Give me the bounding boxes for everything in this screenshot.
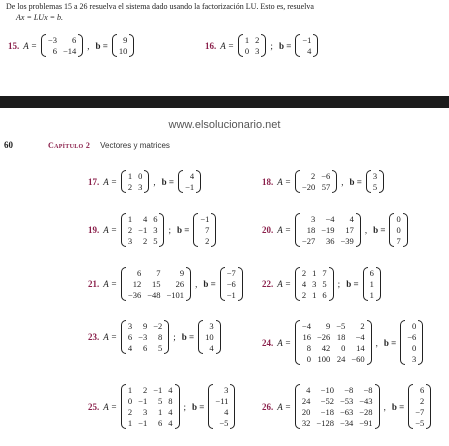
matrix-entry: 2 — [301, 290, 307, 300]
matrix-entry: −6 — [321, 171, 331, 181]
matrix-entry: −1 — [138, 418, 148, 428]
vector-entry: 5 — [372, 182, 378, 192]
problem-17 — [88, 170, 203, 193]
vector-b — [198, 320, 221, 354]
vector-b-label: b = — [346, 279, 359, 289]
matrix-a — [295, 213, 361, 247]
matrix-a — [121, 267, 191, 301]
matrix-entry: 18 — [336, 332, 346, 342]
vector-entry: 7 — [396, 236, 401, 246]
matrix-entry: −60 — [351, 354, 365, 364]
matrix-entry: 0 — [341, 343, 346, 353]
problem-16 — [205, 34, 320, 57]
separator: ; — [173, 332, 176, 342]
problem-18 — [262, 170, 386, 193]
matrix-entry: 1 — [244, 35, 250, 45]
matrix-a-label: A = — [220, 40, 234, 51]
matrix-a-entries — [300, 170, 332, 193]
right-bracket — [186, 267, 191, 301]
matrix-a-entries — [126, 213, 160, 247]
problem-26 — [262, 384, 433, 429]
vector-b-entries — [405, 320, 418, 365]
instructions-line-1: De los problemas 15 a 26 resuelva el sistema dado usando la factorización LU. Esto es, resuelva — [6, 2, 314, 11]
matrix-entry: −28 — [359, 407, 373, 417]
right-bracket — [403, 213, 408, 247]
matrix-entry: 3 — [153, 225, 158, 235]
separator: ; — [183, 401, 187, 412]
matrix-entry: 5 — [153, 236, 158, 246]
problem-23 — [88, 320, 223, 354]
vector-b-entries — [394, 213, 402, 247]
matrix-a — [121, 384, 180, 429]
vector-b — [208, 384, 235, 429]
matrix-entry: 5 — [158, 396, 163, 406]
page-divider-band — [0, 96, 449, 108]
matrix-entry: −43 — [359, 396, 373, 406]
vector-b-label: b = — [95, 40, 108, 51]
matrix-entry: 0 — [306, 354, 311, 364]
separator: , — [341, 176, 344, 187]
matrix-entry: −14 — [62, 46, 77, 56]
matrix-entry: −27 — [301, 236, 316, 246]
matrix-a-entries — [300, 267, 329, 301]
matrix-entry: 1 — [312, 290, 317, 300]
right-bracket — [426, 384, 431, 429]
matrix-entry: 17 — [345, 225, 354, 235]
matrix-a-entries — [300, 320, 367, 365]
vector-b — [178, 170, 201, 193]
problem-22 — [262, 267, 383, 301]
matrix-entry: 100 — [317, 354, 331, 364]
matrix-a-label: A = — [103, 401, 117, 412]
matrix-entry: 2 — [127, 225, 133, 235]
matrix-a-entries — [300, 213, 356, 247]
problem-15 — [8, 34, 136, 57]
matrix-a — [121, 170, 150, 193]
vector-entry: 3 — [412, 354, 417, 364]
matrix-entry: 4 — [301, 279, 307, 289]
vector-entry: −1 — [226, 290, 236, 300]
matrix-entry: 2 — [310, 171, 316, 181]
matrix-entry: 6 — [153, 214, 158, 224]
vector-entry: 3 — [372, 171, 378, 181]
problem-20 — [262, 213, 410, 247]
problem-21 — [88, 267, 245, 301]
matrix-entry: 9 — [179, 268, 185, 278]
matrix-entry: −36 — [127, 290, 142, 300]
matrix-entry: 1 — [127, 418, 133, 428]
matrix-a-label: A = — [277, 337, 291, 348]
chapter-title: Vectores y matrices — [100, 141, 170, 150]
matrix-entry: −20 — [301, 182, 316, 192]
matrix-a — [295, 384, 380, 429]
problem-number: 19. — [88, 225, 100, 235]
vector-b-label: b = — [373, 225, 386, 235]
problem-number: 20. — [262, 225, 274, 235]
matrix-entry: 16 — [302, 332, 311, 342]
matrix-entry: 2 — [127, 407, 133, 417]
problem-instructions — [6, 1, 436, 23]
matrix-entry: 4 — [306, 385, 311, 395]
matrix-a — [41, 34, 83, 57]
separator: ; — [168, 225, 171, 235]
vector-entry: −1 — [200, 214, 210, 224]
matrix-a-label: A = — [277, 176, 291, 187]
matrix-entry: −19 — [321, 225, 335, 235]
matrix-entry: 3 — [138, 182, 143, 192]
matrix-entry: 9 — [142, 321, 148, 331]
matrix-entry: 4 — [168, 407, 173, 417]
matrix-a-entries — [243, 34, 262, 57]
matrix-entry: 7 — [156, 268, 161, 278]
matrix-a-label: A = — [103, 332, 117, 342]
vector-entry: 3 — [224, 385, 229, 395]
right-bracket — [216, 320, 221, 354]
vector-b-label: b = — [349, 176, 362, 187]
right-bracket — [418, 320, 423, 365]
matrix-entry: 1 — [127, 214, 133, 224]
matrix-entry: 5 — [322, 279, 327, 289]
matrix-entry: 26 — [175, 279, 185, 289]
problem-number: 22. — [262, 279, 274, 289]
matrix-entry: 1 — [127, 171, 133, 181]
matrix-entry: 3 — [142, 407, 148, 417]
separator: ; — [270, 40, 273, 51]
vector-entry: −7 — [415, 407, 425, 417]
right-bracket — [367, 320, 372, 365]
vector-entry: 0 — [412, 321, 417, 331]
matrix-entry: −128 — [316, 418, 334, 428]
matrix-entry: −1 — [153, 385, 163, 395]
problem-number: 25. — [88, 401, 100, 412]
matrix-entry: 3 — [312, 279, 317, 289]
vector-b — [112, 34, 135, 57]
matrix-entry: 9 — [326, 321, 331, 331]
matrix-a-label: A = — [277, 225, 291, 235]
vector-entry: 2 — [420, 396, 425, 406]
matrix-entry: −39 — [340, 236, 354, 246]
problem-25 — [88, 384, 237, 429]
matrix-a — [121, 320, 169, 354]
problem-24 — [262, 320, 425, 365]
matrix-entry: 6 — [322, 290, 327, 300]
matrix-a — [295, 170, 337, 193]
chapter-header — [48, 141, 170, 150]
matrix-entry: −3 — [47, 35, 57, 45]
matrix-entry: 2 — [360, 321, 365, 331]
vector-entry: 10 — [205, 332, 214, 342]
matrix-entry: 3 — [255, 46, 260, 56]
matrix-entry: 2 — [301, 268, 307, 278]
matrix-entry: −91 — [359, 418, 373, 428]
vector-b-label: b = — [391, 401, 405, 412]
matrix-entry: −48 — [147, 290, 161, 300]
chapter-label: Capítulo 2 — [48, 141, 91, 150]
matrix-a — [121, 213, 165, 247]
problem-number: 23. — [88, 332, 100, 342]
vector-entry: 3 — [209, 321, 214, 331]
matrix-a-entries — [300, 384, 375, 429]
vector-entry: 4 — [189, 171, 195, 181]
matrix-entry: 4 — [127, 343, 133, 353]
vector-b-label: b = — [203, 279, 216, 289]
vector-entry: 0 — [412, 343, 417, 353]
problem-number: 15. — [8, 40, 20, 51]
right-bracket — [261, 34, 266, 57]
vector-b-entries — [371, 170, 379, 193]
separator: , — [383, 401, 386, 412]
matrix-entry: 6 — [52, 46, 57, 56]
right-bracket — [379, 170, 384, 193]
matrix-entry: 1 — [158, 407, 163, 417]
vector-b-entries — [368, 267, 376, 301]
vector-b — [408, 384, 431, 429]
matrix-entry: −3 — [138, 332, 148, 342]
matrix-entry: 6 — [127, 332, 133, 342]
vector-b — [366, 170, 384, 193]
matrix-a-label: A = — [103, 279, 117, 289]
separator: ; — [337, 279, 341, 289]
matrix-entry: −63 — [339, 407, 354, 417]
vector-b-entries — [198, 213, 211, 247]
problem-number: 16. — [205, 40, 217, 51]
matrix-a-entries — [46, 34, 78, 57]
vector-b — [220, 267, 243, 301]
separator: , — [375, 337, 378, 348]
right-bracket — [313, 34, 318, 57]
matrix-a — [295, 267, 334, 301]
matrix-a-entries — [126, 384, 175, 429]
matrix-entry: −2 — [153, 321, 163, 331]
vector-entry: 6 — [420, 385, 425, 395]
right-bracket — [78, 34, 83, 57]
matrix-a-label: A = — [103, 225, 117, 235]
vector-b — [295, 34, 318, 57]
vector-entry: −1 — [302, 35, 312, 45]
matrix-entry: 0 — [127, 396, 133, 406]
right-bracket — [164, 320, 169, 354]
matrix-entry: 20 — [301, 407, 311, 417]
vector-entry: 9 — [123, 35, 128, 45]
matrix-entry: −8 — [363, 385, 373, 395]
problem-number: 24. — [262, 337, 274, 348]
vector-entry: 10 — [118, 46, 128, 56]
vector-b-label: b = — [176, 225, 190, 235]
right-bracket — [144, 170, 149, 193]
matrix-entry: 6 — [158, 418, 163, 428]
vector-entry: 4 — [307, 46, 312, 56]
matrix-entry: −4 — [355, 332, 365, 342]
right-bracket — [129, 34, 134, 57]
vector-b-entries — [213, 384, 230, 429]
matrix-entry: 6 — [142, 343, 148, 353]
right-bracket — [332, 170, 337, 193]
matrix-entry: −4 — [325, 214, 335, 224]
separator: , — [364, 225, 368, 235]
right-bracket — [159, 213, 164, 247]
matrix-a-entries — [126, 320, 164, 354]
matrix-entry: 42 — [321, 343, 331, 353]
matrix-entry: 0 — [138, 171, 143, 181]
vector-b-label: b = — [383, 337, 397, 348]
vector-b — [363, 267, 381, 301]
problem-19 — [88, 213, 218, 247]
vector-b-entries — [117, 34, 130, 57]
matrix-entry: −101 — [166, 290, 185, 300]
matrix-entry: 3 — [310, 214, 316, 224]
matrix-entry: −34 — [339, 418, 354, 428]
matrix-entry: 2 — [142, 236, 148, 246]
separator: , — [87, 40, 90, 51]
vector-b — [400, 320, 423, 365]
matrix-entry: −26 — [316, 332, 331, 342]
matrix-entry: 32 — [301, 418, 311, 428]
vector-entry: −5 — [219, 418, 229, 428]
vector-entry: 6 — [369, 268, 374, 278]
watermark: www.elsolucionario.net — [168, 119, 281, 131]
right-bracket — [211, 213, 216, 247]
matrix-entry: 8 — [306, 343, 311, 353]
separator: , — [195, 279, 198, 289]
matrix-entry: 24 — [301, 396, 311, 406]
vector-b-entries — [413, 384, 426, 429]
vector-b-entries — [225, 267, 238, 301]
matrix-a-label: A = — [103, 176, 117, 187]
vector-b-entries — [203, 320, 216, 354]
vector-b-label: b = — [192, 401, 205, 412]
vector-b — [193, 213, 216, 247]
instructions-line-2: Ax = LUx = b. — [16, 13, 64, 22]
problem-number: 26. — [262, 401, 274, 412]
matrix-a-label: A = — [277, 401, 291, 412]
matrix-entry: 15 — [152, 279, 161, 289]
right-bracket — [375, 384, 380, 429]
matrix-entry: 24 — [336, 354, 346, 364]
right-bracket — [329, 267, 334, 301]
problem-number: 18. — [262, 176, 274, 187]
vector-entry: 0 — [396, 225, 401, 235]
vector-b-label: b = — [181, 332, 195, 342]
matrix-entry: 7 — [322, 268, 327, 278]
matrix-entry: 1 — [127, 385, 133, 395]
matrix-entry: 2 — [255, 35, 260, 45]
matrix-entry: 6 — [72, 35, 77, 45]
vector-b-entries — [183, 170, 196, 193]
vector-entry: −6 — [226, 279, 236, 289]
vector-b-label: b = — [161, 176, 175, 187]
matrix-entry: −4 — [301, 321, 311, 331]
matrix-entry: −10 — [320, 385, 334, 395]
right-bracket — [196, 170, 201, 193]
matrix-entry: 36 — [326, 236, 335, 246]
vector-entry: 1 — [369, 279, 374, 289]
right-bracket — [376, 267, 381, 301]
matrix-entry: −8 — [344, 385, 354, 395]
matrix-entry: −1 — [138, 396, 148, 406]
matrix-entry: 4 — [349, 214, 354, 224]
problem-number: 17. — [88, 176, 100, 187]
matrix-entry: −53 — [339, 396, 354, 406]
right-bracket — [175, 384, 180, 429]
matrix-entry: 6 — [136, 268, 142, 278]
vector-entry: 0 — [396, 214, 401, 224]
matrix-a-entries — [126, 170, 145, 193]
vector-entry: −6 — [407, 332, 417, 342]
right-bracket — [356, 213, 361, 247]
matrix-entry: −18 — [320, 407, 334, 417]
matrix-entry: 5 — [158, 343, 163, 353]
matrix-entry: 57 — [321, 182, 331, 192]
vector-entry: 4 — [209, 343, 214, 353]
matrix-entry: 0 — [244, 46, 250, 56]
vector-entry: −11 — [215, 396, 229, 406]
matrix-entry: 4 — [168, 385, 173, 395]
matrix-entry: 3 — [127, 321, 133, 331]
matrix-a-label: A = — [23, 40, 37, 51]
matrix-entry: 14 — [356, 343, 365, 353]
matrix-entry: 2 — [142, 385, 148, 395]
matrix-entry: 18 — [306, 225, 316, 235]
vector-b-entries — [300, 34, 313, 57]
matrix-entry: 1 — [312, 268, 317, 278]
matrix-entry: 2 — [127, 182, 133, 192]
vector-entry: 2 — [205, 236, 210, 246]
matrix-a-label: A = — [277, 279, 291, 289]
problem-number: 21. — [88, 279, 100, 289]
matrix-entry: 4 — [142, 214, 148, 224]
vector-b — [389, 213, 407, 247]
matrix-entry: 12 — [132, 279, 142, 289]
vector-entry: −1 — [185, 182, 195, 192]
matrix-entry: 3 — [127, 236, 133, 246]
vector-entry: −5 — [415, 418, 425, 428]
right-bracket — [230, 384, 235, 429]
matrix-entry: 8 — [168, 396, 173, 406]
separator: , — [153, 176, 156, 187]
right-bracket — [238, 267, 243, 301]
vector-entry: 4 — [224, 407, 229, 417]
vector-entry: −7 — [226, 268, 236, 278]
matrix-a-entries — [126, 267, 186, 301]
page-number: 60 — [4, 140, 13, 150]
matrix-entry: −1 — [138, 225, 148, 235]
matrix-entry: −5 — [336, 321, 346, 331]
vector-entry: 1 — [369, 290, 374, 300]
matrix-entry: 4 — [168, 418, 173, 428]
matrix-a — [238, 34, 267, 57]
vector-entry: 7 — [205, 225, 210, 235]
matrix-a — [295, 320, 372, 365]
matrix-entry: −52 — [320, 396, 334, 406]
matrix-entry: 8 — [158, 332, 163, 342]
vector-b-label: b = — [278, 40, 292, 51]
